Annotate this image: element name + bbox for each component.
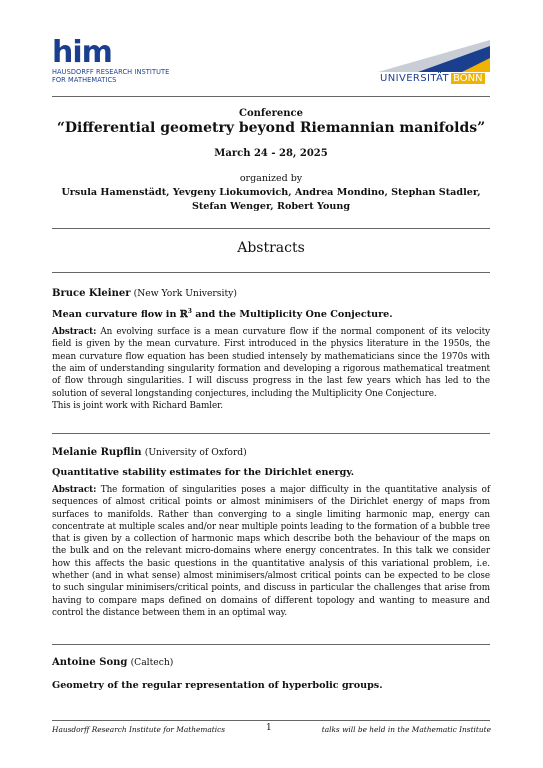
abstract-note: This is joint work with Richard Bamler. <box>52 400 224 411</box>
him-logo-subtitle-line2: FOR MATHEMATICS <box>52 76 117 84</box>
him-logo-letters: him <box>52 35 112 70</box>
talk-speaker <box>52 657 490 668</box>
him-logo-subtitle <box>52 68 169 84</box>
bonn-logo-text <box>380 73 485 85</box>
him-logo <box>52 35 222 88</box>
conference-date: March 24 - 28, 2025 <box>214 148 328 159</box>
speaker-affiliation: (New York University) <box>133 288 237 299</box>
abstract-text: An evolving surface is a mean curvature flow if the normal component of its velocity field is given by the mean curvature. First introduced in the physics literature in the 1950s, the mean curvature flow equation has been studied intensely by mathematicians since the 1970s with the aim of understanding singularity formation and developing a rigorous mathematical treatment of flow through singularities. I will discuss progress in the last few years which has led to the solution of several longstanding conjectures, including the Multiplicity One Conjecture. <box>52 327 490 399</box>
abstract-label: Abstract: <box>52 485 97 495</box>
bonn-logo-mark-icon <box>378 40 490 72</box>
speaker-name: Melanie Rupflin <box>52 447 142 458</box>
section-divider-top <box>52 228 490 229</box>
talk-entry <box>52 657 490 691</box>
organized-by-label: organized by <box>239 173 303 184</box>
abstract-label: Abstract: <box>52 327 97 338</box>
section-divider-bottom <box>52 272 490 273</box>
talk-abstract <box>52 326 490 412</box>
talk-abstract <box>52 484 490 619</box>
conference-label: Conference <box>239 108 303 119</box>
conference-title: “Differential geometry beyond Riemannian manifolds” <box>56 120 486 136</box>
organizers-list: Ursula Hamenstädt, Yevgeny Liokumovich, Andrea Mondino, Stephan Stadler, Stefan Wenger, Robert Young <box>61 187 481 212</box>
talk-title <box>52 308 490 320</box>
talk-divider <box>52 644 490 645</box>
talk-title-part: Mean curvature flow in <box>52 309 180 321</box>
him-logo-subtitle-line1: HAUSDORFF RESEARCH INSTITUTE <box>52 68 170 76</box>
talk-speaker <box>52 288 490 299</box>
speaker-name: Bruce Kleiner <box>52 288 131 299</box>
footer-institute: Hausdorff Research Institute for Mathematics <box>52 725 226 734</box>
talk-speaker <box>52 447 490 458</box>
talk-divider <box>52 433 490 434</box>
bonn-logo-bonn: BONN <box>453 73 483 84</box>
university-bonn-logo <box>378 40 490 86</box>
talk-title-part: and the Multiplicity One Conjecture. <box>191 309 393 321</box>
speaker-affiliation: (Caltech) <box>130 657 174 668</box>
abstracts-heading: Abstracts <box>237 240 305 256</box>
talk-title-superscript: 3 <box>187 308 192 315</box>
page-number: 1 <box>266 723 272 733</box>
talk-title: Quantitative stability estimates for the Dirichlet energy. <box>52 467 355 478</box>
bonn-logo-universitaet: UNIVERSITÄT <box>380 73 450 84</box>
speaker-affiliation: (University of Oxford) <box>144 447 247 458</box>
talk-title: Geometry of the regular representation of hyperbolic groups. <box>52 680 383 691</box>
speaker-name: Antoine Song <box>52 657 128 668</box>
abstract-text: The formation of singularities poses a major difficulty in the quantitative analysis of sequences of almost critical points or almost minimisers of the Dirichlet energy of maps from surfaces to manifolds. Rather than converging to a single limiting harmonic map, energy can concentrate at multiple scales and/or near multiple points leading to the formation of a bubble tree that is given by a collection of harmonic maps which describe both the behaviour of the maps on the bulk and on the relevant micro-domains where energy concentrates. In this talk we consider how this affects the basic questions in the quantitative analysis of this variational problem, i.e. whether (and in what sense) almost minimisers/almost critical points can be expected to be close to such singular minimisers/critical points, and discuss in particular the challenges that arise from having to compare maps defined on domains of different topology and wanting to measure and control the distance between them in an optimal way. <box>52 485 490 618</box>
footer-divider <box>52 720 490 721</box>
footer-venue-note: talks will be held in the Mathematic Institute <box>321 725 491 734</box>
header-divider <box>52 96 490 97</box>
talk-entry <box>52 447 490 619</box>
talk-entry <box>52 288 490 412</box>
talk-title-math: ℝ <box>179 309 188 321</box>
